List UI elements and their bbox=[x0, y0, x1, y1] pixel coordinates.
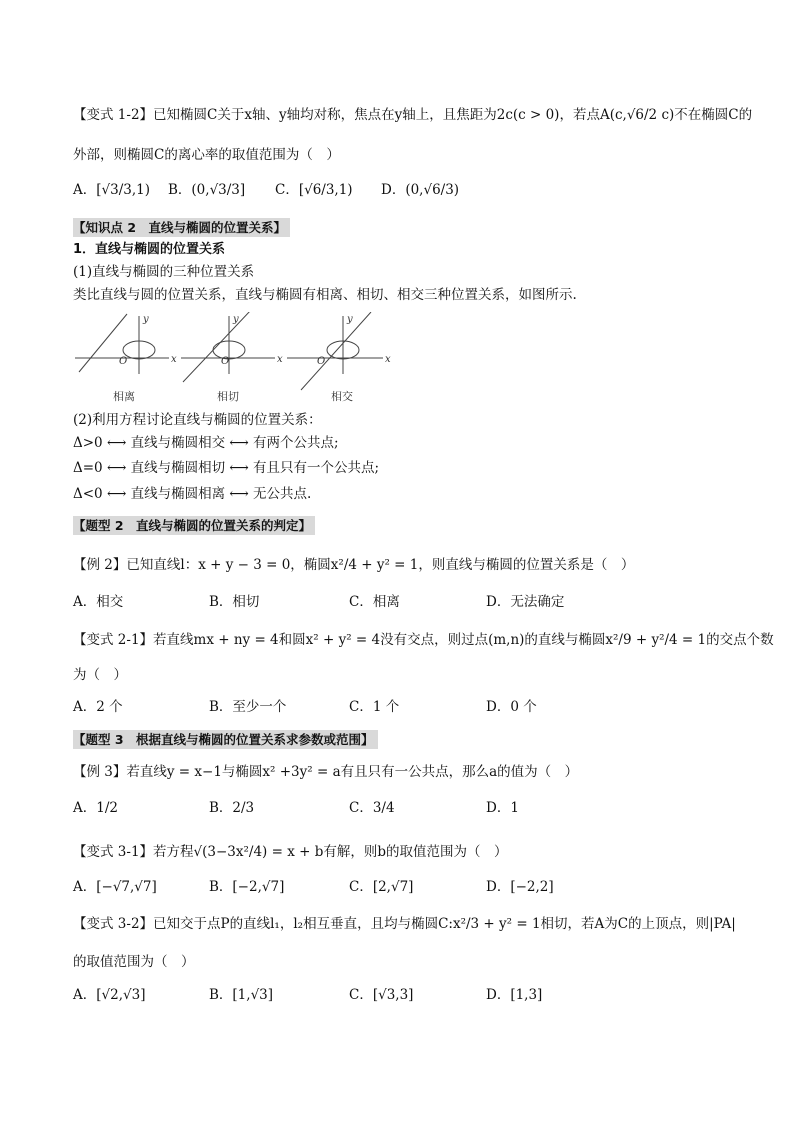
axis-x-2: x bbox=[277, 354, 283, 365]
origin-3: O bbox=[317, 356, 326, 367]
type3-header: 【题型 3 根据直线与椭圆的位置关系求参数或范围】 bbox=[73, 730, 378, 749]
ex3-stem: 【例 3】若直线y = x−1与椭圆x² +3y² = a有且只有一公共点，那么a的值为（ ） bbox=[73, 764, 579, 780]
label-intersect: 相交 bbox=[331, 390, 353, 403]
var32-option-a: A．[√2,√3] bbox=[73, 987, 146, 1003]
kp2-text1: 类比直线与圆的位置关系，直线与椭圆有相离、相切、相交三种位置关系，如图所示. bbox=[73, 287, 577, 303]
ex3-option-a: A．1/2 bbox=[73, 800, 118, 816]
var31-option-c: C．[2,√7] bbox=[349, 879, 414, 895]
ex2-option-b: B．相切 bbox=[209, 594, 260, 610]
origin-1: O bbox=[119, 356, 128, 367]
panel-intersect bbox=[287, 312, 383, 390]
kp2-case-2: Δ=0 ⟷ 直线与椭圆相切 ⟷ 有且只有一个公共点; bbox=[73, 460, 380, 476]
panel-tangent bbox=[181, 312, 275, 382]
axis-y-3: y bbox=[347, 314, 353, 325]
var12-option-a: A．[√3/3,1) bbox=[73, 182, 150, 198]
var32-option-c: C．[√3,3] bbox=[349, 987, 414, 1003]
ex2-option-a: A．相交 bbox=[73, 594, 124, 610]
type2-header: 【题型 2 直线与椭圆的位置关系的判定】 bbox=[73, 516, 315, 535]
var21-option-c: C．1 个 bbox=[349, 699, 400, 715]
var31-option-a: A．[−√7,√7] bbox=[73, 879, 157, 895]
var32-option-b: B．[1,√3] bbox=[209, 987, 274, 1003]
axis-x-3: x bbox=[385, 354, 391, 365]
var32-line1: 【变式 3-2】已知交于点P的直线l₁，l₂相互垂直，且均与椭圆C:x²/3 + y² = 1相切，若A为C的上顶点，则|PA| bbox=[73, 916, 736, 932]
label-tangent: 相切 bbox=[217, 390, 239, 403]
var21-option-a: A．2 个 bbox=[73, 699, 123, 715]
position-relation-figure bbox=[73, 312, 393, 404]
axis-y-1: y bbox=[143, 314, 149, 325]
ex2-stem: 【例 2】已知直线l：x + y − 3 = 0，椭圆x²/4 + y² = 1，则直线与椭圆的位置关系是（ ） bbox=[73, 557, 635, 573]
var31-stem: 【变式 3-1】若方程√(3−3x²/4) = x + b有解，则b的取值范围为（ ） bbox=[73, 844, 508, 860]
ex2-option-c: C．相离 bbox=[349, 594, 400, 610]
kp2-title: 1．直线与椭圆的位置关系 bbox=[73, 242, 226, 257]
var12-line2: 外部，则椭圆C的离心率的取值范围为（ ） bbox=[73, 147, 340, 163]
ex2-option-d: D．无法确定 bbox=[486, 594, 565, 610]
var32-option-d: D．[1,3] bbox=[486, 987, 543, 1003]
kp2-sub1: (1)直线与椭圆的三种位置关系 bbox=[73, 264, 255, 280]
var21-line1: 【变式 2-1】若直线mx + ny = 4和圆x² + y² = 4没有交点，则过点(m,n)的直线与椭圆x²/9 + y²/4 = 1的交点个数 bbox=[73, 632, 774, 648]
var31-option-d: D．[−2,2] bbox=[486, 879, 554, 895]
ex3-option-b: B．2/3 bbox=[209, 800, 255, 816]
ex3-option-d: D．1 bbox=[486, 800, 519, 816]
kp2-header: 【知识点 2 直线与椭圆的位置关系】 bbox=[73, 218, 290, 237]
var21-option-d: D．0 个 bbox=[486, 699, 537, 715]
var21-line2: 为（ ） bbox=[73, 667, 127, 683]
var12-option-c: C．[√6/3,1) bbox=[275, 182, 353, 198]
ex3-option-c: C．3/4 bbox=[349, 800, 395, 816]
var21-option-b: B．至少一个 bbox=[209, 699, 287, 715]
label-separate: 相离 bbox=[113, 390, 135, 403]
var12-line1: 【变式 1-2】已知椭圆C关于x轴、y轴均对称，焦点在y轴上，且焦距为2c(c > 0)，若点A(c,√6/2 c)不在椭圆C的 bbox=[73, 107, 753, 123]
kp2-case-3: Δ<0 ⟷ 直线与椭圆相离 ⟷ 无公共点. bbox=[73, 486, 312, 502]
var12-option-b: B．(0,√3/3] bbox=[168, 182, 246, 198]
kp2-sub2: (2)利用方程讨论直线与椭圆的位置关系： bbox=[73, 412, 322, 428]
var12-option-d: D．(0,√6/3) bbox=[381, 182, 460, 198]
axis-y-2: y bbox=[233, 314, 239, 325]
axis-x-1: x bbox=[171, 354, 177, 365]
origin-2: O bbox=[221, 356, 230, 367]
var32-line2: 的取值范围为（ ） bbox=[73, 954, 195, 970]
kp2-case-1: Δ>0 ⟷ 直线与椭圆相交 ⟷ 有两个公共点; bbox=[73, 435, 339, 451]
var31-option-b: B．[−2,√7] bbox=[209, 879, 285, 895]
